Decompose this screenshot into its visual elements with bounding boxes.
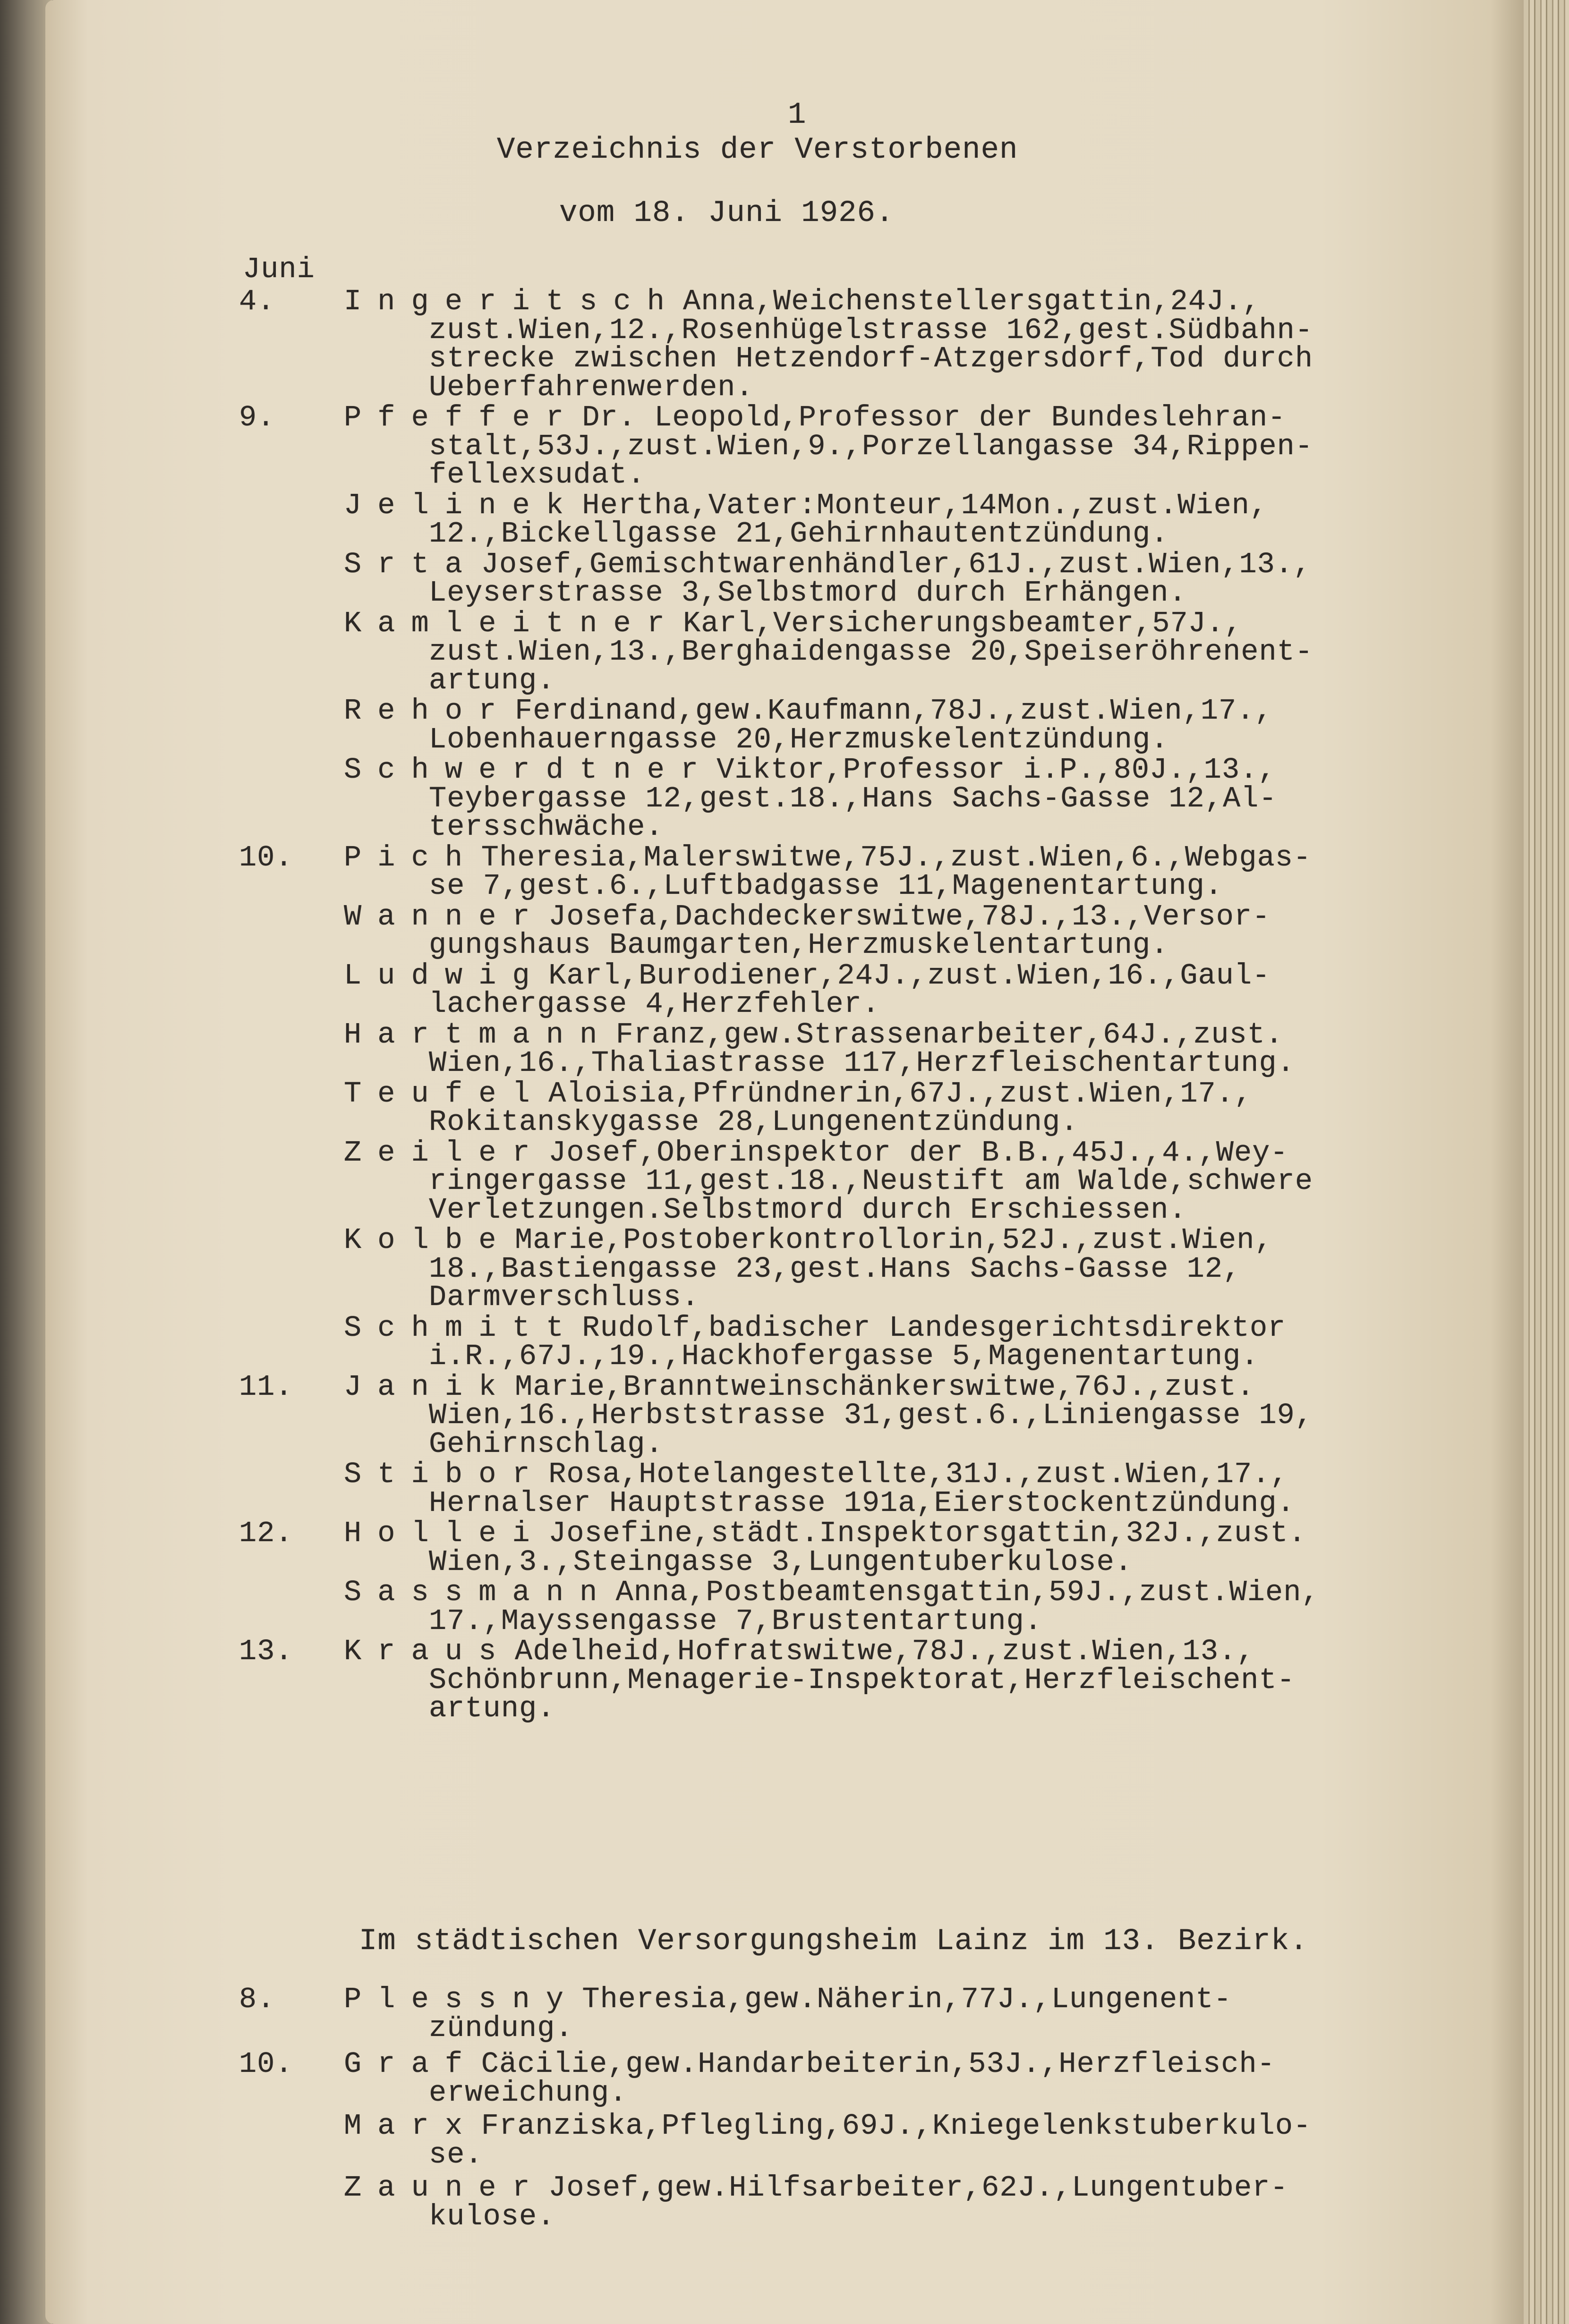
entry-surname: Ingeritsch [344, 285, 681, 318]
entry-details: Rosa,Hotelangestellte,31J.,zust.Wien,17., [548, 1458, 1288, 1491]
entry-continuation: lachergasse 4,Herzfehler. [429, 987, 880, 1021]
entry-continuation: artung. [429, 663, 555, 697]
entry-date: 9. [239, 401, 275, 434]
entry-details: Dr. Leopold,Professor der Bundeslehran- [582, 401, 1286, 434]
page-number: 1 [788, 98, 807, 132]
entry-details: Theresia,Malerswitwe,75J.,zust.Wien,6.,Webgas- [481, 840, 1312, 874]
entry-continuation: strecke zwischen Hetzendorf-Atzgersdorf,Tod durch [429, 342, 1313, 375]
entry-details: Karl,Versicherungsbeamter,57J., [683, 606, 1243, 640]
entry-continuation: Gehirnschlag. [429, 1427, 664, 1461]
entry-surname: Graf [344, 2047, 479, 2081]
entry-continuation: Teybergasse 12,gest.18.,Hans Sachs-Gasse 12,Al- [429, 781, 1277, 815]
entry-continuation: 17.,Mayssengasse 7,Brustentartung. [429, 1604, 1043, 1638]
entry-surname: Marx [344, 2109, 479, 2143]
document-title: Verzeichnis der Verstorbenen [497, 133, 1018, 167]
entry-details: Josef,Gemischtwarenhändler,61J.,zust.Wien,13., [481, 547, 1312, 581]
entry-continuation: erweichung. [429, 2076, 628, 2110]
entry-continuation: stalt,53J.,zust.Wien,9.,Porzellangasse 34,Rippen- [429, 429, 1313, 463]
entry-details: Marie,Postoberkontrollorin,52J.,zust.Wien, [515, 1223, 1273, 1257]
entry-continuation: fellexsudat. [429, 458, 646, 492]
entry-surname: Kolbe [344, 1223, 512, 1257]
entry-date: 4. [239, 285, 275, 318]
entry-date: 13. [239, 1635, 293, 1668]
entry-details: Theresia,gew.Näherin,77J.,Lungenent- [582, 1983, 1232, 2016]
entry-details: Rudolf,badischer Landesgerichtsdirektor [582, 1311, 1286, 1345]
entry-details: Karl,Burodiener,24J.,zust.Wien,16.,Gaul- [548, 958, 1271, 992]
entry-continuation: i.R.,67J.,19.,Hackhofergasse 5,Magenentartung. [429, 1340, 1259, 1373]
entry-surname: Ludwig [344, 958, 546, 992]
entry-date: 8. [239, 1983, 275, 2016]
entry-continuation: Ueberfahrenwerden. [429, 370, 754, 404]
section-heading: Im städtischen Versorgungsheim Lainz im 13. Bezirk. [359, 1925, 1308, 1959]
entry-surname: Kraus [344, 1635, 512, 1668]
entry-details: Hertha,Vater:Monteur,14Mon.,zust.Wien, [582, 488, 1268, 522]
entry-continuation: Wien,16.,Thaliastrasse 117,Herzfleischentartung. [429, 1046, 1295, 1080]
entry-continuation: zust.Wien,12.,Rosenhügelstrasse 162,gest.Südbahn- [429, 313, 1313, 347]
entry-surname: Srta [344, 547, 479, 581]
entry-details: Anna,Postbeamtensgattin,59J.,zust.Wien, [615, 1576, 1320, 1609]
entry-continuation: se. [429, 2137, 483, 2171]
entry-continuation: se 7,gest.6.,Luftbadgasse 11,Magenentartung. [429, 869, 1223, 903]
entry-continuation: Rokitanskygasse 28,Lungenentzündung. [429, 1105, 1079, 1139]
entry-continuation: kulose. [429, 2199, 555, 2233]
entry-continuation: Leyserstrasse 3,Selbstmord durch Erhängen. [429, 576, 1187, 610]
entry-continuation: tersschwäche. [429, 810, 664, 844]
entry-continuation: 12.,Bickellgasse 21,Gehirnhautentzündung. [429, 517, 1169, 551]
entry-continuation: zündung. [429, 2011, 573, 2045]
entry-details: Ferdinand,gew.Kaufmann,78J.,zust.Wien,17., [515, 694, 1273, 728]
entry-details: Franziska,Pflegling,69J.,Kniegelenkstuberkulo- [481, 2109, 1312, 2143]
entry-surname: Zauner [344, 2171, 546, 2205]
entry-surname: Jelinek [344, 488, 580, 522]
entry-continuation: gungshaus Baumgarten,Herzmuskelentartung. [429, 928, 1169, 962]
entry-continuation: Hernalser Hauptstrasse 191a,Eierstockentzündung. [429, 1486, 1295, 1520]
entry-date: 10. [239, 2047, 293, 2081]
entry-continuation: Schönbrunn,Menagerie-Inspektorat,Herzfleischent- [429, 1663, 1295, 1697]
entry-details: Josefa,Dachdeckerswitwe,78J.,13.,Versor- [548, 899, 1271, 933]
entry-continuation: artung. [429, 1692, 555, 1725]
entry-surname: Schmitt [344, 1311, 580, 1345]
entry-continuation: Verletzungen.Selbstmord durch Erschiessen. [429, 1193, 1187, 1227]
entry-date: 10. [239, 840, 293, 874]
entry-details: Josef,gew.Hilfsarbeiter,62J.,Lungentuber- [548, 2171, 1288, 2205]
entry-surname: Wanner [344, 899, 546, 933]
document-subtitle: vom 18. Juni 1926. [559, 196, 895, 230]
entry-surname: Rehor [344, 694, 512, 728]
entry-details: Marie,Branntweinschänkerswitwe,76J.,zust. [515, 1370, 1255, 1404]
entry-surname: Pfeffer [344, 401, 580, 434]
entry-continuation: zust.Wien,13.,Berghaidengasse 20,Speiseröhrenent- [429, 635, 1313, 669]
entry-surname: Kamleitner [344, 606, 681, 640]
entry-details: Josefine,städt.Inspektorsgattin,32J.,zust. [548, 1517, 1306, 1550]
entry-details: Aloisia,Pfründnerin,67J.,zust.Wien,17., [548, 1077, 1253, 1111]
entry-details: Cäcilie,gew.Handarbeiterin,53J.,Herzfleisch- [481, 2047, 1275, 2081]
entry-continuation: Wien,16.,Herbststrasse 31,gest.6.,Liniengasse 19, [429, 1399, 1313, 1432]
entry-surname: Sassmann [344, 1576, 614, 1609]
entry-surname: Stibor [344, 1458, 546, 1491]
entry-surname: Teufel [344, 1077, 546, 1111]
entry-details: Viktor,Professor i.P.,80J.,13., [716, 753, 1276, 787]
entry-details: Josef,Oberinspektor der B.B.,45J.,4.,Wey- [548, 1136, 1288, 1170]
entry-surname: Zeiler [344, 1136, 546, 1170]
entry-continuation: Wien,3.,Steingasse 3,Lungentuberkulose. [429, 1545, 1133, 1579]
month-label: Juni [243, 253, 315, 286]
entry-date: 12. [239, 1517, 293, 1550]
entry-surname: Janik [344, 1370, 512, 1404]
entry-details: Anna,Weichenstellersgattin,24J., [683, 285, 1261, 318]
entry-continuation: 18.,Bastiengasse 23,gest.Hans Sachs-Gasse 12, [429, 1252, 1241, 1286]
entry-surname: Plessny [344, 1983, 580, 2016]
entry-details: Franz,gew.Strassenarbeiter,64J.,zust. [615, 1018, 1284, 1052]
entry-date: 11. [239, 1370, 293, 1404]
book-binding [0, 0, 52, 2324]
entry-surname: Schwerdtner [344, 753, 715, 787]
entry-surname: Pich [344, 840, 479, 874]
entry-details: Adelheid,Hofratswitwe,78J.,zust.Wien,13., [515, 1635, 1255, 1668]
entry-continuation: Lobenhauerngasse 20,Herzmuskelentzündung. [429, 722, 1169, 756]
entry-continuation: ringergasse 11,gest.18.,Neustift am Walde,schwere [429, 1164, 1313, 1198]
page-edges [1524, 0, 1569, 2324]
entry-continuation: Darmverschluss. [429, 1281, 700, 1314]
entry-surname: Hollei [344, 1517, 546, 1550]
entry-surname: Hartmann [344, 1018, 614, 1052]
